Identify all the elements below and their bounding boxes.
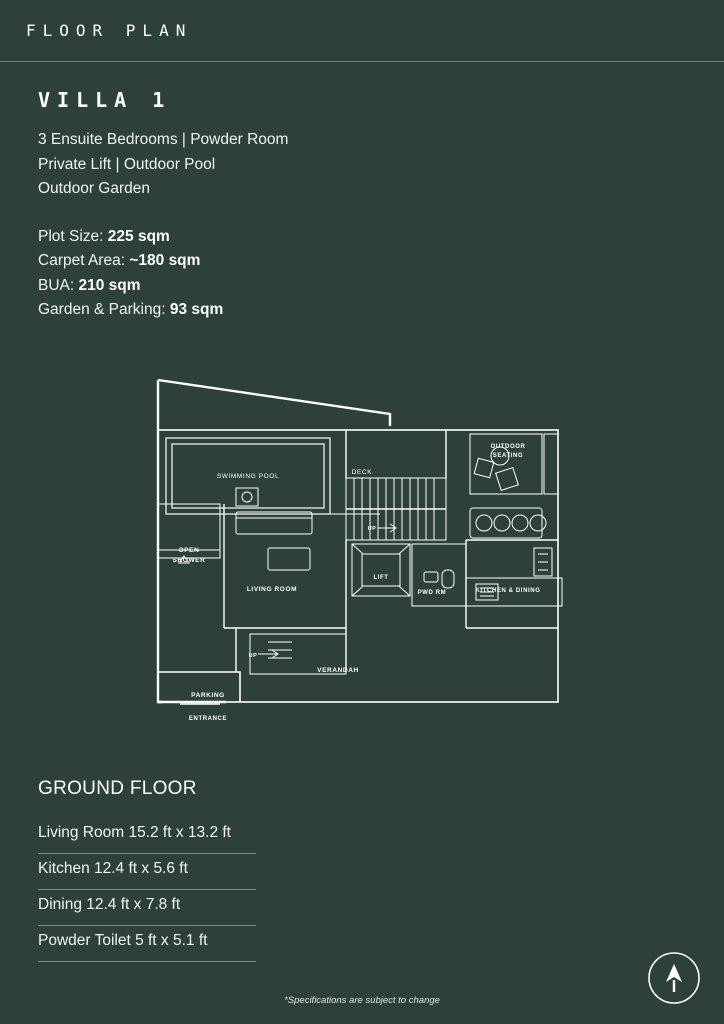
staircase [346,478,446,540]
plan-label-kitchen-dining: KITCHEN & DINING [475,588,541,594]
lift-shaft [352,544,410,596]
deck-area [330,438,380,514]
room-row: Kitchen 12.4 ft x 5.6 ft [38,854,256,890]
ground-floor-section [38,778,338,962]
villa-name: VILLA 1 [38,88,172,112]
metric-label: Plot Size: [38,227,104,245]
feature-line: 3 Ensuite Bedrooms | Powder Room [38,131,289,148]
villa-features [38,128,724,202]
metric-value: 225 sqm [107,227,170,245]
plan-label-outdoor-seating-2: SEATING [492,453,524,459]
plan-label-living-room: LIVING ROOM [246,586,298,593]
metric-label: BUA: [38,276,75,294]
page-title: FLOOR PLAN [26,21,193,40]
feature-line: Outdoor Garden [38,180,151,198]
interior-walls [224,430,558,672]
page-header [0,0,724,62]
plan-label-parking: PARKING [191,692,225,699]
living-room-furniture [236,488,312,570]
villa-metrics [38,225,724,323]
plan-label-up-verandah: UP [248,653,258,659]
stair-up-arrow [378,524,396,532]
plan-label-lift: LIFT [373,575,389,581]
metric-label: Garden & Parking: [38,301,166,319]
room-row: Dining 12.4 ft x 7.8 ft [38,890,256,926]
floor-heading: GROUND FLOOR [38,778,197,799]
plan-label-up-stairs: UP [367,526,377,532]
footnote: *Specifications are subject to change [284,995,440,1006]
plan-label-open-shower-2: SHOWER [172,557,206,564]
villa-info [0,62,724,323]
plan-label-powder-room: PWD RM [417,590,447,596]
plan-label-outdoor-seating-1: OUTDOOR [490,444,526,450]
open-shower-area [158,504,220,563]
metric-row [38,298,724,323]
feature-line: Private Lift | Outdoor Pool [38,155,216,173]
floor-plan-drawing [140,372,580,737]
room-row: Living Room 15.2 ft x 13.2 ft [38,818,256,854]
metric-row [38,249,724,274]
powder-room-fixtures [412,544,466,606]
plan-label-open-shower-1: OPEN [178,547,200,554]
plan-label-swimming-pool: SWIMMING POOL [216,473,280,480]
brand-logo-icon [648,952,700,1004]
outdoor-seating-furniture [470,434,558,494]
metric-value: ~180 sqm [129,252,201,270]
plan-label-deck: DECK [351,469,373,476]
metric-value: 210 sqm [78,276,141,294]
plan-label-verandah: VERANDAH [317,667,359,674]
dining-set [470,508,546,538]
room-row: Powder Toilet 5 ft x 5.1 ft [38,926,256,962]
kitchen-counter [466,548,562,606]
metric-label: Carpet Area: [38,252,126,270]
metric-row [38,225,724,250]
metric-row [38,274,724,299]
metric-value: 93 sqm [169,301,224,319]
plan-label-entrance: ENTRANCE [188,716,228,722]
